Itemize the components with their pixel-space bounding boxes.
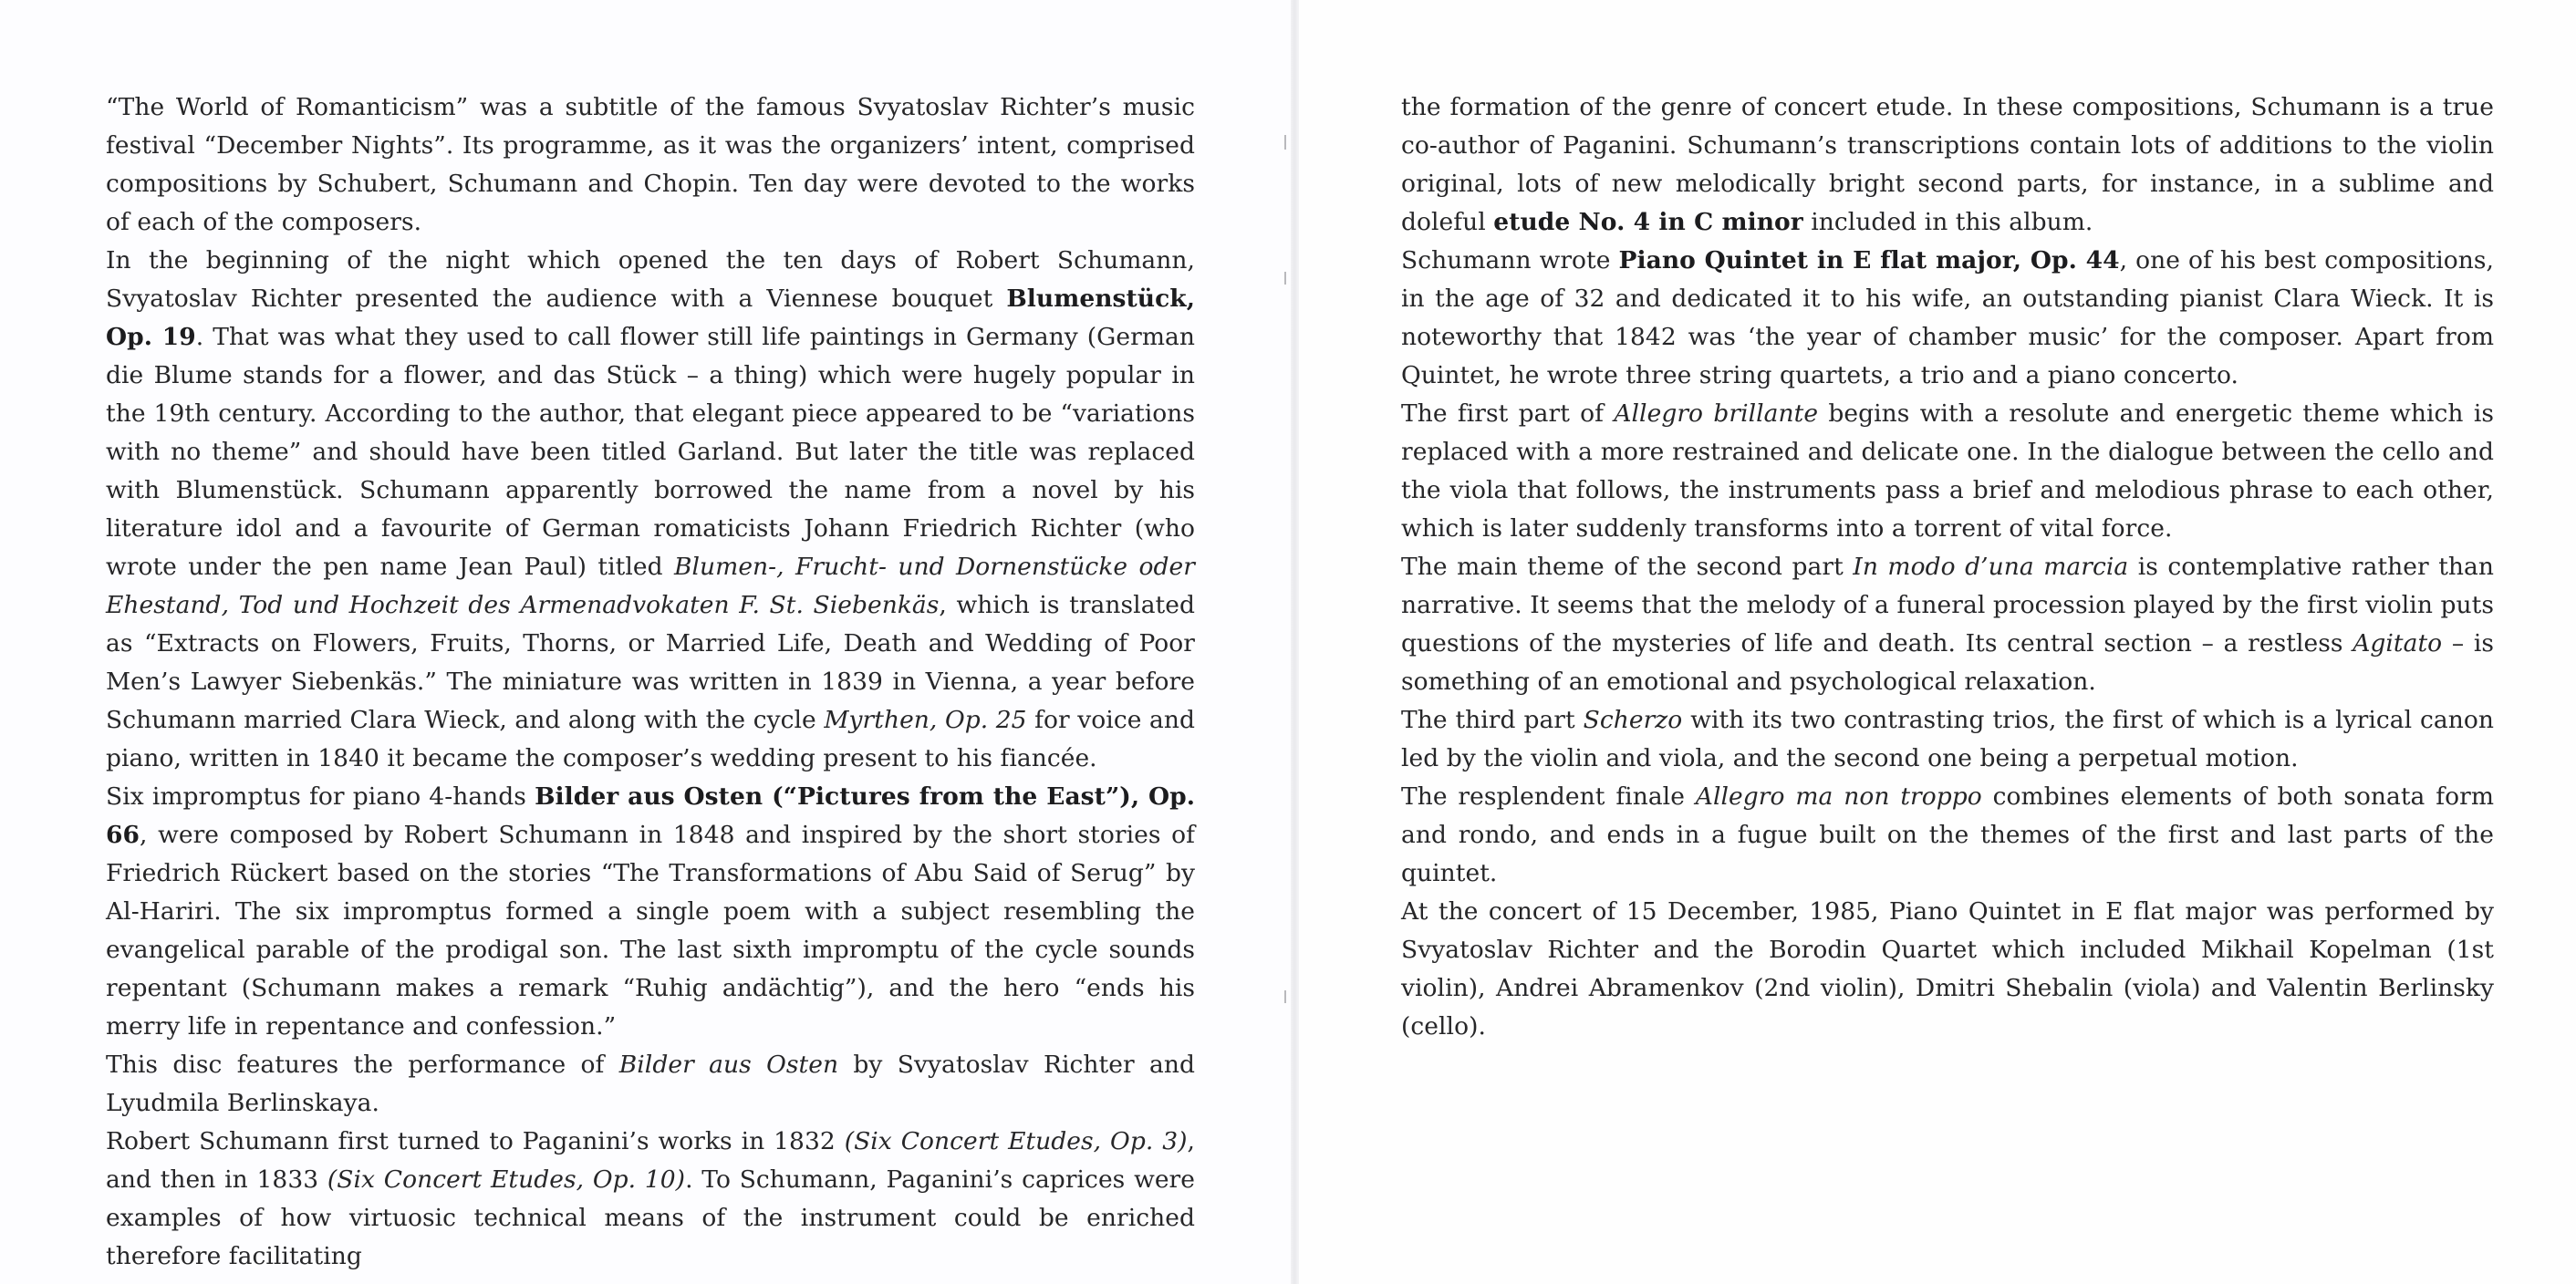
italic-run: Agitato: [2353, 629, 2443, 658]
text-run: , which is translated as “Extracts on Flowers, Fruits, Thorns, or Married Life, Death and Wedding of Poor Men’s Lawyer Siebenkäs.” The miniature was written in 1839 in Vienna, a year before Schumann married Clara Wieck, and along with the cycle: [106, 591, 1195, 734]
paragraph: [1401, 778, 2494, 893]
text-run: , and then in 1833: [106, 1127, 1195, 1194]
text-run: This disc features the performance of: [106, 1051, 619, 1079]
bold-run: etude No. 4 in C minor: [1493, 208, 1803, 236]
text-run: The third part: [1401, 706, 1584, 734]
text-run: In the beginning of the night which opened the ten days of Robert Schumann, Svyatoslav Richter presented the audience with a Viennese bouquet: [106, 246, 1195, 313]
bold-run: Bilder aus Osten (“Pictures from the East”), Op. 66: [106, 782, 1195, 849]
crop-mark: [1284, 990, 1286, 1003]
paragraph: [1401, 88, 2494, 242]
bold-run: Blumenstück, Op. 19: [106, 285, 1195, 351]
italic-run: Scherzo: [1583, 706, 1683, 734]
italic-run: Blumen-, Frucht- und Dornenstücke oder Ehestand, Tod und Hochzeit des Armenadvokaten F. St. Siebenkäs: [106, 553, 1195, 619]
text-run: combines elements of both sonata form and rondo, and ends in a fugue built on the themes of the first and last parts of the quintet.: [1401, 782, 2494, 887]
text-run: is contemplative rather than narrative. It seems that the melody of a funeral procession played by the first violin puts questions of the mysteries of life and death. Its central section – a restless: [1401, 553, 2494, 658]
text-run: included in this album.: [1802, 208, 2093, 236]
paragraph: [1401, 242, 2494, 395]
bold-run: Piano Quintet in E flat major, Op. 44: [1618, 246, 2120, 274]
text-run: begins with a resolute and energetic theme which is replaced with a more restrained and delicate one. In the dialogue between the cello and the viola that follows, the instruments pass a brief and melodious phrase to each other, which is later suddenly transforms into a torrent of vital force.: [1401, 399, 2495, 543]
left-text-column: [106, 88, 1195, 1276]
crop-mark: [1284, 135, 1286, 150]
text-run: the formation of the genre of concert etude. In these compositions, Schumann is a true co-author of Paganini. Schumann’s transcriptions contain lots of additions to the violin original, lots of new melodically bright second parts, for instance, in a sublime and doleful: [1401, 93, 2494, 236]
text-run: . That was what they used to call flower still life paintings in Germany (German die Blume stands for a flower, and das Stück – a thing) which were hugely popular in the 19th century. According to the author, that elegant piece appeared to be “variations with no theme” and should have been titled Garland. But later the title was replaced with Blumenstück. Schumann apparently borrowed the name from a novel by his literature idol and a favourite of German romaticists Johann Friedrich Richter (who wrote under the pen name Jean Paul) titled: [106, 323, 1195, 581]
paragraph: [1401, 701, 2494, 778]
text-run: for voice and piano, written in 1840 it became the composer’s wedding present to his fiancée.: [106, 706, 1195, 772]
text-run: by Svyatoslav Richter and Lyudmila Berlinskaya.: [106, 1051, 1195, 1117]
text-run: The first part of: [1401, 399, 1615, 428]
text-run: , were composed by Robert Schumann in 1848 and inspired by the short stories of Friedrich Rückert based on the stories “The Transformations of Abu Said of Serug” by Al-Hariri. The six impromptus formed a single poem with a subject resembling the evangelical parable of the prodigal son. The last sixth impromptu of the cycle sounds repentant (Schumann makes a remark “Ruhig andächtig”), and the hero “ends his merry life in repentance and confession.”: [106, 821, 1195, 1041]
italic-run: In modo d’una marcia: [1853, 553, 2129, 581]
text-run: Six impromptus for piano 4-hands: [106, 782, 535, 811]
text-run: – is something of an emotional and psychological relaxation.: [1401, 629, 2494, 696]
text-run: Schumann wrote: [1401, 246, 1619, 274]
right-text-column: [1401, 88, 2494, 1046]
text-run: The main theme of the second part: [1401, 553, 1854, 581]
paragraph: [1401, 395, 2494, 548]
italic-run: (Six Concert Etudes, Op. 3): [844, 1127, 1188, 1155]
paragraph: [1401, 548, 2494, 701]
paragraph: [106, 1046, 1195, 1123]
paragraph: [106, 778, 1195, 1046]
page-gutter: [1291, 0, 1299, 1284]
text-run: , one of his best compositions, in the age of 32 and dedicated it to his wife, an outstanding pianist Clara Wieck. It is noteworthy that 1842 was ‘the year of chamber music’ for the composer. Apart from Quintet, he wrote three string quartets, a trio and a piano concerto.: [1401, 246, 2494, 389]
text-run: Robert Schumann first turned to Paganini’s works in 1832: [106, 1127, 845, 1155]
text-run: “The World of Romanticism” was a subtitle of the famous Svyatoslav Richter’s music festival “December Nights”. Its programme, as it was the organizers’ intent, comprised compositions by Schubert, Schumann and Chopin. Ten day were devoted to the works of each of the composers.: [106, 93, 1195, 236]
italic-run: Allegro brillante: [1614, 399, 1819, 428]
italic-run: Allegro ma non troppo: [1695, 782, 1982, 811]
text-run: At the concert of 15 December, 1985, Piano Quintet in E flat major was performed by Svyatoslav Richter and the Borodin Quartet which included Mikhail Kopelman (1st violin), Andrei Abramenkov (2nd violin), Dmitri Shebalin (viola) and Valentin Berlinsky (cello).: [1401, 897, 2494, 1041]
paragraph: [106, 242, 1195, 778]
text-run: The resplendent finale: [1401, 782, 1696, 811]
italic-run: (Six Concert Etudes, Op. 10): [327, 1165, 686, 1194]
text-run: with its two contrasting trios, the first of which is a lyrical canon led by the violin and viola, and the second one being a perpetual motion.: [1401, 706, 2494, 772]
paragraph: [106, 88, 1195, 242]
italic-run: Bilder aus Osten: [618, 1051, 839, 1079]
italic-run: Myrthen, Op. 25: [824, 706, 1027, 734]
paragraph: [106, 1123, 1195, 1276]
paragraph: [1401, 893, 2494, 1046]
text-run: . To Schumann, Paganini’s caprices were examples of how virtuosic technical means of the instrument could be enriched therefore facilitating: [106, 1165, 1195, 1270]
crop-mark: [1284, 272, 1286, 285]
